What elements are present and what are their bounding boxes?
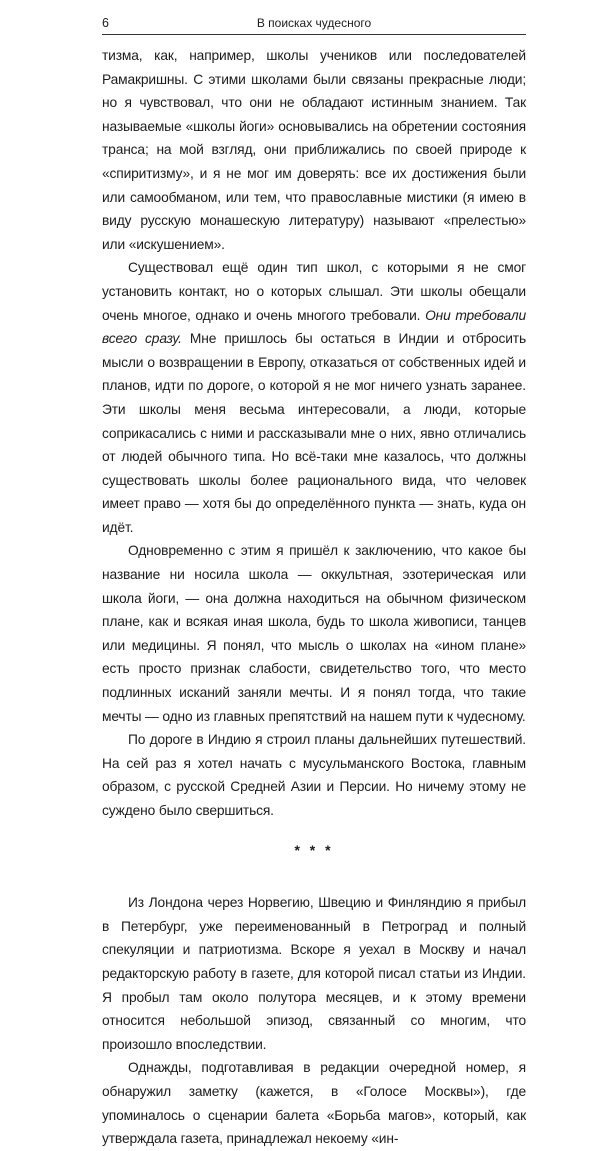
- paragraph-schools-of-yoga: тизма, как, например, школы учеников или последователей Рамакришны. С этими школами были связаны прекрасные люди; но я чувствовал, что они не обладают истинным знанием. Так называемые «школы йоги» основывались на обретении состояния транса; на мой взгляд, они приближались по своей природе к «спиритизму», и я не мог им доверять: все их достижения были или самообманом, или тем, что православные мистики (я имею в виду русскую монашескую литературу) называют «прелестью» или «искушением».: [102, 48, 526, 252]
- paragraph-other-schools-start: Существовал ещё один тип школ, с которыми я не смог установить контакт, но о которых слышал. Эти школы обещали очень многое, однако и очень многого требовали.: [102, 260, 526, 323]
- paragraph-other-schools: [102, 256, 526, 539]
- running-title: В поисках чудесного: [256, 16, 372, 30]
- paragraph-return-to-petersburg: Из Лондона через Норвегию, Швецию и Финляндию я прибыл в Петербург, уже переименованный в Петроград и полный спекуляции и патриотизма. Вскоре я уехал в Москву и начал редакторскую работу в газете, для которой писал статьи из Индии. Я пробыл там около полутора месяцев, и к этому времени относится небольшой эпизод, связанный со многим, что произошло впоследствии.: [102, 895, 526, 1052]
- page-header: [102, 14, 526, 35]
- paragraph-other-schools-end: Мне пришлось бы остаться в Индии и отбросить мысли о возвращении в Европу, отказаться от собственных идей и планов, идти по дороге, о которой я не мог ничего узнать заранее. Эти школы меня весьма интересовали, а люди, которые соприкасались с ними и рассказывали мне о них, явно отличались от людей обычного типа. Но всё-таки мне казалось, что должны существовать школы более рационального вида, что человек имеет право — хотя бы до определённого пункта — знать, куда он идёт.: [102, 331, 527, 535]
- body-text: [102, 44, 526, 1151]
- paragraph-travel-plans: По дороге в Индию я строил планы дальнейших путешествий. На сей раз я хотел начать с мусульманского Востока, главным образом, с русской Средней Азии и Персии. Но ничему этому не суждено было свершиться.: [102, 732, 526, 818]
- section-separator: * * *: [294, 841, 334, 858]
- page-number: 6: [102, 16, 109, 30]
- paragraph-ballet-note: Однажды, подготавливая в редакции очередной номер, я обнаружил заметку (кажется, в «Голосе Москвы»), где упоминалось о сценарии балета «Борьба магов», который, как утверждала газета, принадлежал некоему «ин-: [102, 1060, 526, 1147]
- emphasis-text: Они требовали всего сразу.: [102, 307, 526, 347]
- paragraph-physical-plane: Одновременно с этим я пришёл к заключению, что какое бы название ни носила школа — оккультная, эзотерическая или школа йоги, — она должна находиться на обычном физическом плане, как и всякая иная школа, будь то школа живописи, танцев или медицины. Я понял, что мысль о школах на «ином плане» есть просто признак слабости, свидетельство того, что место подлинных исканий заняли мечты. И я понял тогда, что такие мечты — одно из главных препятствий на нашем пути к чудесному.: [102, 543, 526, 724]
